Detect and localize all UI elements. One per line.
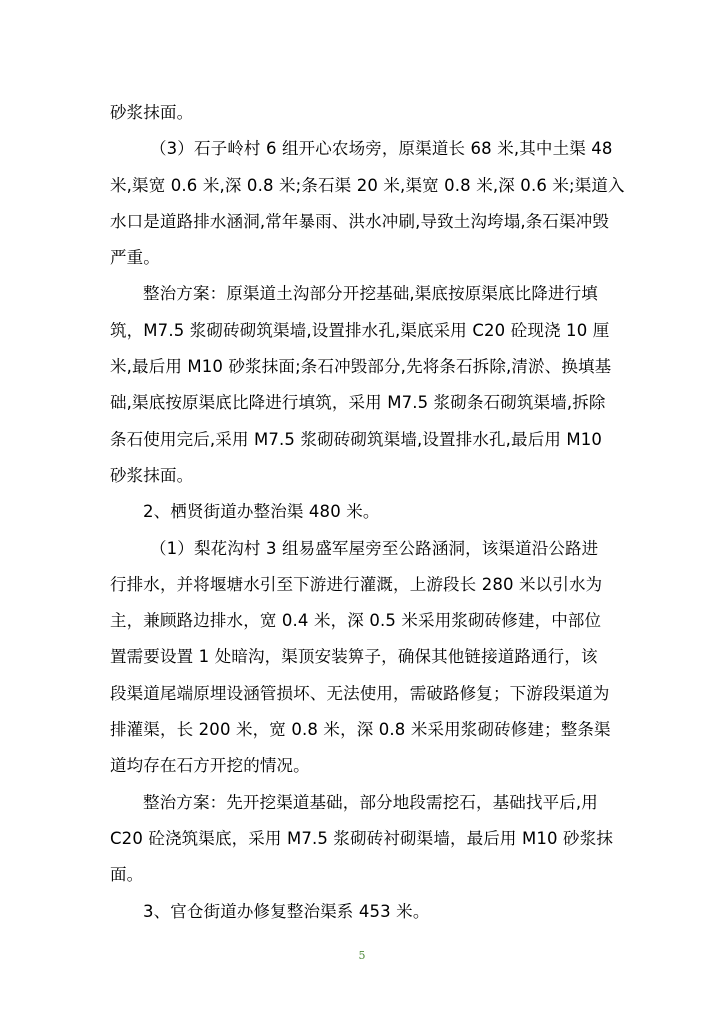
text-line: 置需要设置 1 处暗沟，渠顶安装箅子，确保其他链接道路通行，该 [110,647,598,667]
text-line: 水口是道路排水涵洞,常年暴雨、洪水冲刷,导致土沟垮塌,条石渠冲毁 [110,211,610,231]
text-line: 础,渠底按原渠底比降进行填筑，采用 M7.5 浆砌条石砌筑渠墙,拆除 [110,393,606,413]
text-line: 主，兼顾路边排水，宽 0.4 米，深 0.5 米采用浆砌砖修建，中部位 [110,611,602,631]
text-line: 米,渠宽 0.6 米,深 0.8 米;条石渠 20 米,渠宽 0.8 米,深 0.6 米;渠道入 [110,175,625,195]
document-body [110,95,625,930]
text-line: 行排水，并将堰塘水引至下游进行灌溉，上游段长 280 米以引水为 [110,574,603,594]
text-line: 砂浆抹面。 [110,465,194,485]
text-line: 米,最后用 M10 砂浆抹面;条石冲毁部分,先将条石拆除,清淤、换填基 [110,357,612,377]
page-number: 5 [358,949,366,962]
text-line: （1）梨花沟村 3 组易盛军屋旁至公路涵洞，该渠道沿公路进 [150,538,599,558]
section-heading: 2、栖贤街道办整治渠 480 米。 [143,502,380,522]
text-line: 严重。 [110,248,160,268]
text-line: 段渠道尾端原埋设涵管损坏、无法使用，需破路修复；下游段渠道为 [110,683,610,703]
text-line: 筑，M7.5 浆砌砖砌筑渠墙,设置排水孔,渠底采用 C20 砼现浇 10 厘 [110,320,610,340]
text-line: 道均存在石方开挖的情况。 [110,756,310,776]
text-line: 排灌渠，长 200 米，宽 0.8 米，深 0.8 米采用浆砌砖修建；整条渠 [110,720,611,740]
section-heading: 3、官仓街道办修复整治渠系 453 米。 [143,901,430,921]
text-line: 砂浆抹面。 [110,103,194,122]
text-line: C20 砼浇筑渠底，采用 M7.5 浆砌砖衬砌渠墙，最后用 M10 砂浆抹 [110,828,613,848]
text-line: 面。 [110,865,144,885]
text-line: 整治方案：先开挖渠道基础，部分地段需挖石，基础找平后,用 [143,792,598,812]
text-line: （3）石子岭村 6 组开心农场旁，原渠道长 68 米,其中土渠 48 [150,139,613,159]
text-line: 条石使用完后,采用 M7.5 浆砌砖砌筑渠墙,设置排水孔,最后用 M10 [110,429,603,449]
text-line: 整治方案：原渠道土沟部分开挖基础,渠底按原渠底比降进行填 [143,284,598,304]
